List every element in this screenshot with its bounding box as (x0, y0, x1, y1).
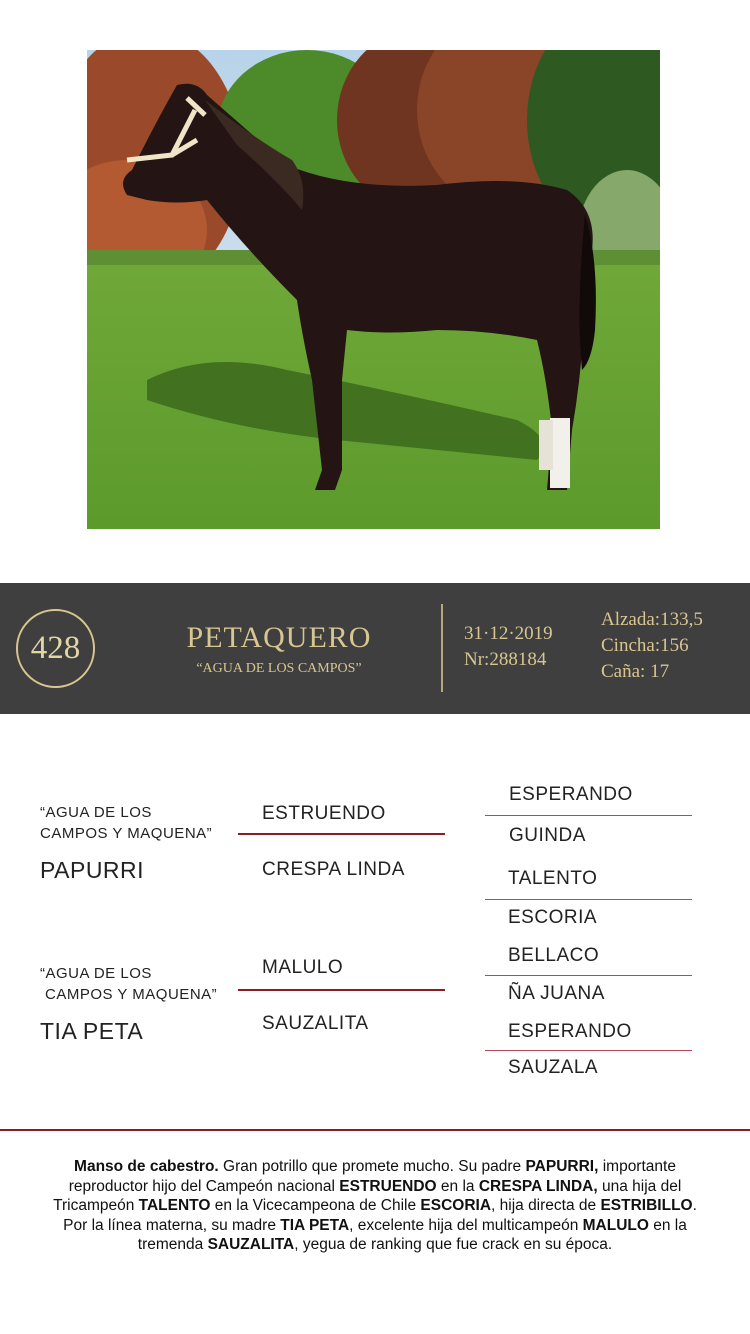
desc-part-10: en la Vicecampeona de Chile (210, 1197, 421, 1214)
sire-sire-name: ESTRUENDO (262, 803, 386, 824)
desc-part-3: PAPURRI, (525, 1158, 599, 1175)
sire-breeder (40, 802, 212, 844)
desc-part-8: una hija del Tricampeón (53, 1177, 682, 1214)
dam-sire-name: MALULO (262, 957, 344, 978)
desc-part-9: TALENTO (138, 1197, 211, 1214)
desc-part-17: MALULO (582, 1216, 649, 1234)
ggp-1: ESPERANDO (509, 784, 633, 805)
ggp-5: BELLACO (508, 945, 600, 966)
desc-part-19: SAUZALITA (207, 1236, 295, 1253)
desc-part-12: , hija directa de (491, 1197, 601, 1214)
horse-description (40, 1157, 710, 1255)
ggp-7: ESPERANDO (508, 1021, 632, 1042)
sire-name: PAPURRI (40, 857, 145, 883)
ggp-rule-2 (485, 899, 692, 900)
dam-rule (238, 989, 445, 991)
desc-part-18: en la tremenda (137, 1216, 687, 1253)
sire-breeder-line1: “AGUA DE LOS (40, 804, 152, 821)
desc-part-2: Gran potrillo que promete mucho. Su padre (218, 1158, 526, 1175)
ggp-rule-3 (485, 975, 692, 976)
lot-number: 428 (30, 630, 81, 666)
desc-part-4: importante reproductor hijo del Campeón nacional (68, 1158, 676, 1195)
section-divider (0, 1129, 750, 1131)
ggp-6: ÑA JUANA (508, 983, 605, 1004)
birth-registry-block (464, 621, 553, 673)
breeder-name: “AGUA DE LOS CAMPOS” (196, 661, 362, 676)
measurement-cana: Caña: 17 (601, 661, 670, 682)
desc-part-7: CRESPA LINDA, (478, 1177, 598, 1195)
desc-part-6: en la (436, 1177, 479, 1195)
desc-part-14: . Por la línea materna, su madre (63, 1197, 697, 1234)
sire-dam-name: CRESPA LINDA (262, 859, 405, 880)
ggp-rule-1 (485, 815, 692, 816)
ggp-rule-4 (485, 1050, 692, 1051)
desc-part-16: , excelente hija del multicampeón (349, 1216, 583, 1234)
ggp-3: TALENTO (508, 868, 598, 889)
measurement-cincha: Cincha:156 (601, 635, 689, 656)
dam-breeder-line2: CAMPOS Y MAQUENA” (45, 986, 218, 1003)
dam-breeder-line1: “AGUA DE LOS (40, 965, 152, 982)
ggp-2: GUINDA (509, 825, 586, 846)
desc-part-11: ESCORIA (420, 1197, 492, 1214)
dam-breeder (40, 963, 217, 1005)
lot-number-badge (16, 609, 95, 688)
ggp-8: SAUZALA (508, 1057, 599, 1078)
horse-name: PETAQUERO (186, 621, 372, 654)
banner-divider (441, 604, 443, 692)
ggp-4: ESCORIA (508, 907, 598, 928)
measurements-block (601, 607, 703, 685)
sire-breeder-line2: CAMPOS Y MAQUENA” (40, 825, 213, 842)
desc-part-5: ESTRUENDO (339, 1177, 437, 1195)
desc-part-20: , yegua de ranking que fue crack en su época. (294, 1236, 613, 1253)
horse-photo (87, 50, 660, 529)
registry-number: Nr:288184 (464, 649, 547, 670)
horse-info-banner (0, 583, 750, 714)
measurement-alzada: Alzada:133,5 (601, 609, 703, 630)
desc-part-1: Manso de cabestro. (74, 1158, 219, 1175)
desc-part-13: ESTRIBILLO (600, 1197, 693, 1214)
birth-date: 31·12·2019 (464, 623, 553, 644)
dam-name: TIA PETA (40, 1018, 144, 1044)
sire-rule (238, 833, 445, 835)
desc-part-15: TIA PETA (280, 1216, 350, 1234)
dam-dam-name: SAUZALITA (262, 1013, 369, 1034)
